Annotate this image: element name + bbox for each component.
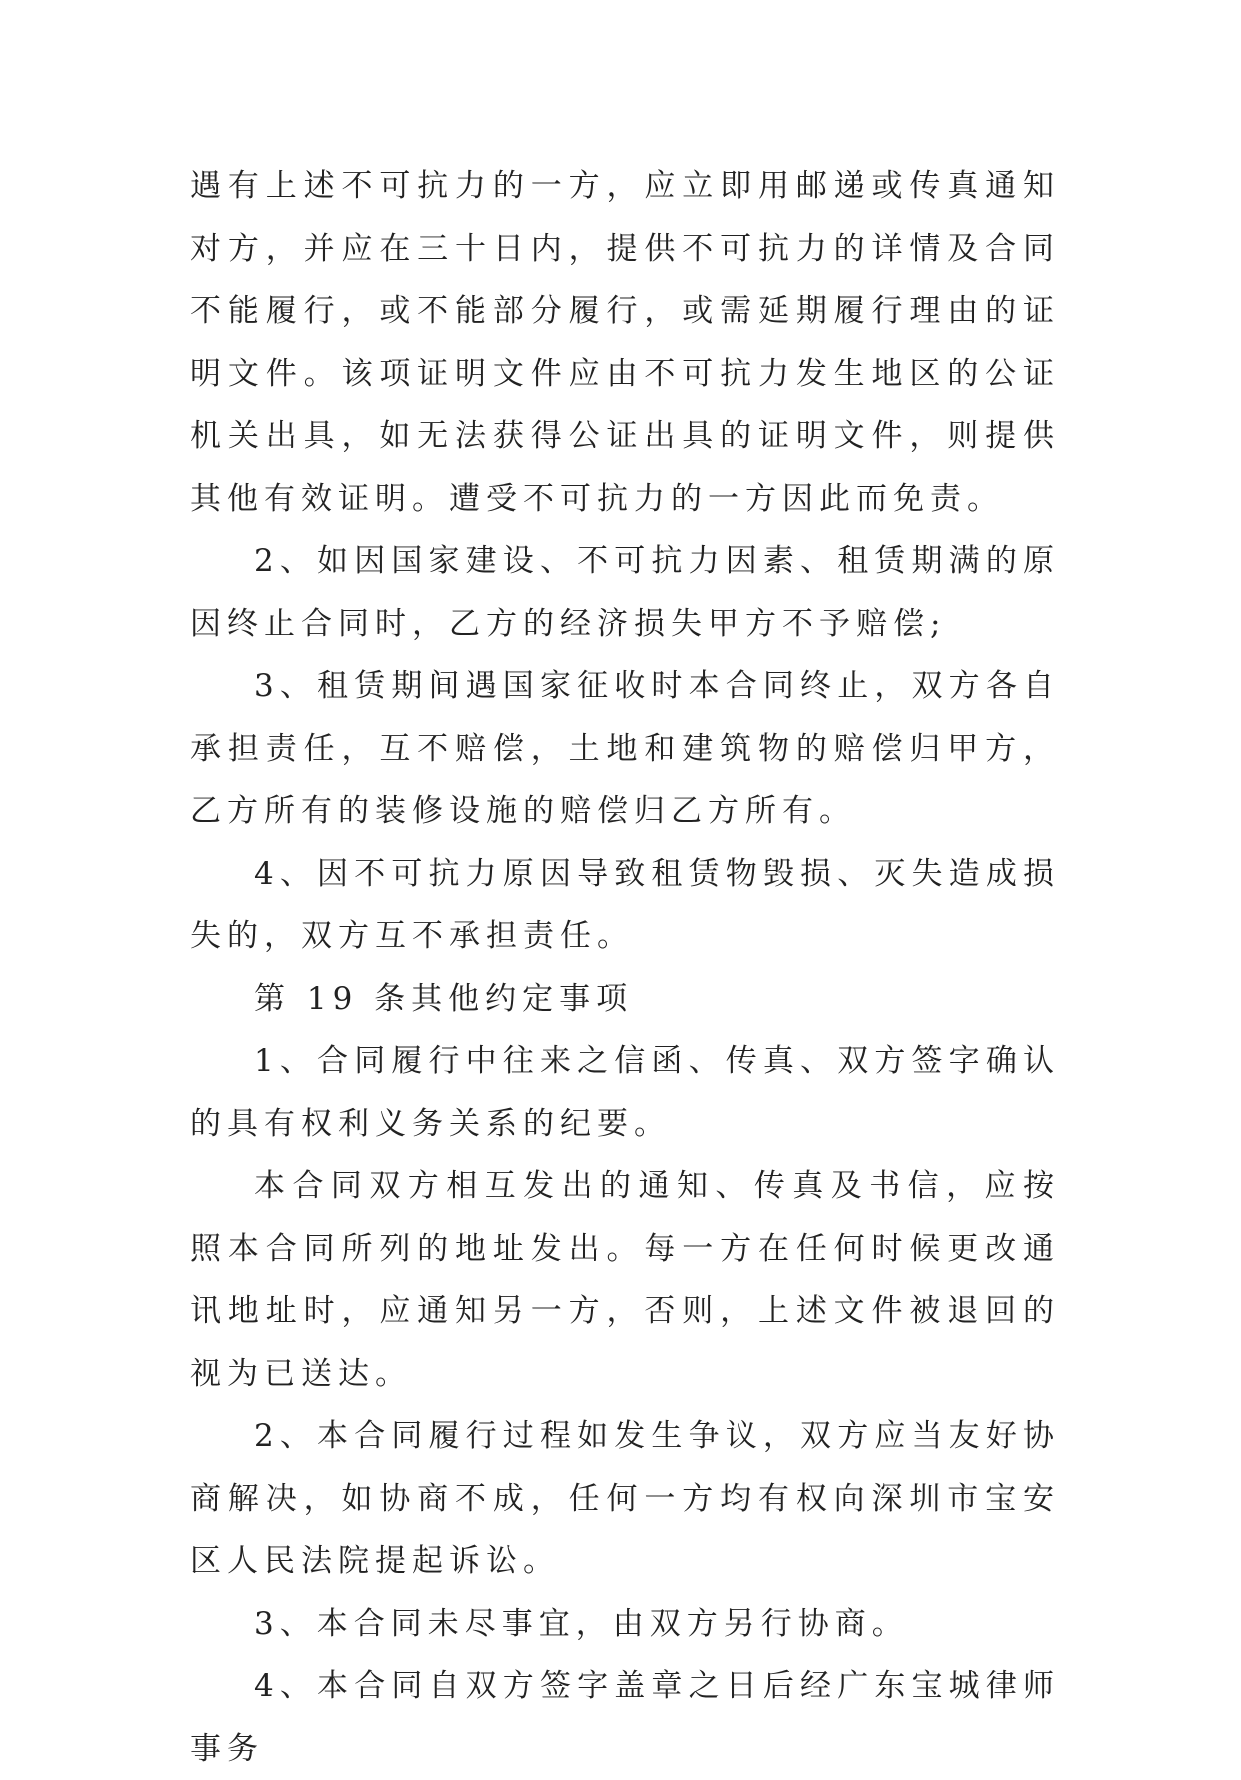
paragraph-other-2: 2、本合同履行过程如发生争议，双方应当友好协商解决，如协商不成，任何一方均有权向深圳市宝安区人民法院提起诉讼。 bbox=[190, 1418, 1060, 1579]
section-heading-article-19: 第 19 条其他约定事项 bbox=[254, 980, 634, 1017]
paragraph-clause-4: 4、因不可抗力原因导致租赁物毁损、灭失造成损失的，双方互不承担责任。 bbox=[190, 855, 1060, 954]
document-body bbox=[190, 155, 1060, 1780]
paragraph-other-3: 3、本合同未尽事宜，由双方另行协商。 bbox=[254, 1605, 909, 1642]
paragraph-other-1: 1、合同履行中往来之信函、传真、双方签字确认的具有权利义务关系的纪要。 bbox=[190, 1043, 1060, 1142]
paragraph-other-4: 4、本合同自双方签字盖章之日后经广东宝城律师事务 bbox=[190, 1668, 1060, 1767]
paragraph-clause-3: 3、租赁期间遇国家征收时本合同终止，双方各自承担责任，互不赔偿，土地和建筑物的赔偿归甲方，乙方所有的装修设施的赔偿归乙方所有。 bbox=[190, 668, 1060, 829]
paragraph-force-majeure-notice: 遇有上述不可抗力的一方，应立即用邮递或传真通知对方，并应在三十日内，提供不可抗力的详情及合同不能履行，或不能部分履行，或需延期履行理由的证明文件。该项证明文件应由不可抗力发生地区的公证机关出具，如无法获得公证出具的证明文件，则提供其他有效证明。遭受不可抗力的一方因此而免责。 bbox=[190, 168, 1060, 517]
paragraph-notices: 本合同双方相互发出的通知、传真及书信，应按照本合同所列的地址发出。每一方在任何时候更改通讯地址时，应通知另一方，否则，上述文件被退回的视为已送达。 bbox=[190, 1168, 1060, 1392]
paragraph-clause-2: 2、如因国家建设、不可抗力因素、租赁期满的原因终止合同时，乙方的经济损失甲方不予赔偿; bbox=[190, 543, 1060, 642]
